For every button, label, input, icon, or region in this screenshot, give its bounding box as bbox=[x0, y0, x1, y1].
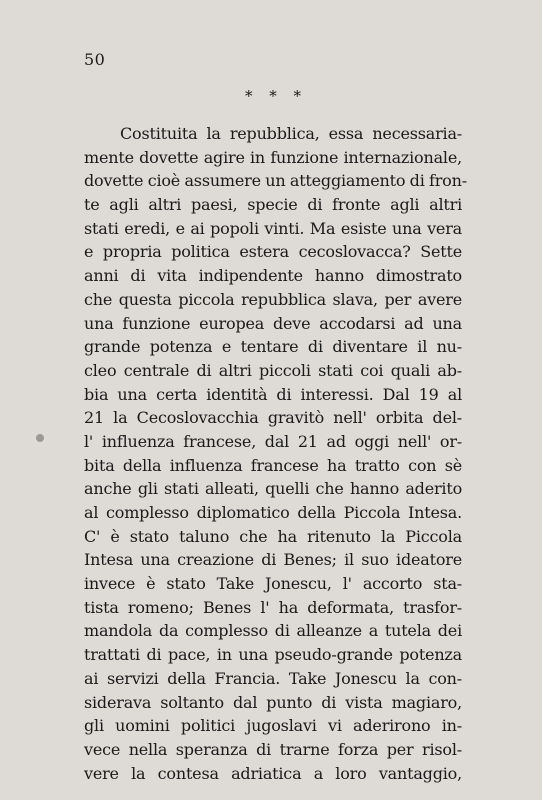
text-line: te agli altri paesi, specie di fronte agli altri bbox=[84, 195, 462, 215]
text-line: siderava soltanto dal punto di vista magiaro, bbox=[84, 692, 462, 712]
page-number: 50 bbox=[84, 50, 106, 69]
text-line: vere la contesa adriatica a loro vantaggio, bbox=[84, 763, 462, 783]
body-text bbox=[84, 122, 467, 785]
text-line: Intesa una creazione di Benes; il suo ideatore bbox=[84, 550, 462, 570]
text-line: bia una certa identità di interessi. Dal 19 al bbox=[84, 384, 462, 404]
text-line: vece nella speranza di trarne forza per risol- bbox=[84, 739, 462, 759]
text-line: bita della influenza francese ha tratto con sè bbox=[84, 455, 462, 475]
text-line: ai servizi della Francia. Take Jonescu la con- bbox=[84, 668, 462, 688]
text-line: al complesso diplomatico della Piccola Intesa. bbox=[84, 503, 462, 522]
text-line: invece è stato Take Jonescu, l' accorto sta- bbox=[84, 574, 462, 594]
text-line: dovette cioè assumere un atteggiamento di fron- bbox=[84, 171, 467, 191]
text-line: tista romeno; Benes l' ha deformata, trasfor- bbox=[84, 597, 462, 617]
text-line: anni di vita indipendente hanno dimostrato bbox=[84, 266, 462, 286]
text-line: una funzione europea deve accodarsi ad una bbox=[84, 313, 462, 333]
text-line: l' influenza francese, dal 21 ad oggi nell' or- bbox=[84, 431, 462, 451]
text-line: mente dovette agire in funzione internazionale, bbox=[84, 147, 462, 167]
text-line: e propria politica estera cecoslovacca? Sette bbox=[84, 242, 462, 262]
text-line: cleo centrale di altri piccoli stati coi quali ab- bbox=[84, 360, 462, 380]
text-line: Costituita la repubblica, essa necessaria- bbox=[120, 124, 462, 143]
text-line: grande potenza e tentare di diventare il nu- bbox=[84, 337, 462, 357]
text-line: che questa piccola repubblica slava, per avere bbox=[84, 289, 462, 309]
text-line: gli uomini politici jugoslavi vi aderirono in- bbox=[84, 716, 462, 736]
text-line: trattati di pace, in una pseudo-grande potenza bbox=[84, 645, 462, 665]
text-line: stati eredi, e ai popoli vinti. Ma esiste una vera bbox=[84, 218, 462, 238]
text-line: anche gli stati alleati, quelli che hanno aderito bbox=[84, 479, 462, 499]
section-separator: * * * bbox=[244, 87, 308, 105]
text-line: 21 la Cecoslovacchia gravitò nell' orbita del- bbox=[84, 408, 462, 428]
text-line: C' è stato taluno che ha ritenuto la Piccola bbox=[84, 526, 462, 546]
margin-spot bbox=[36, 434, 44, 442]
text-line: mandola da complesso di alleanze a tutela dei bbox=[84, 621, 462, 641]
